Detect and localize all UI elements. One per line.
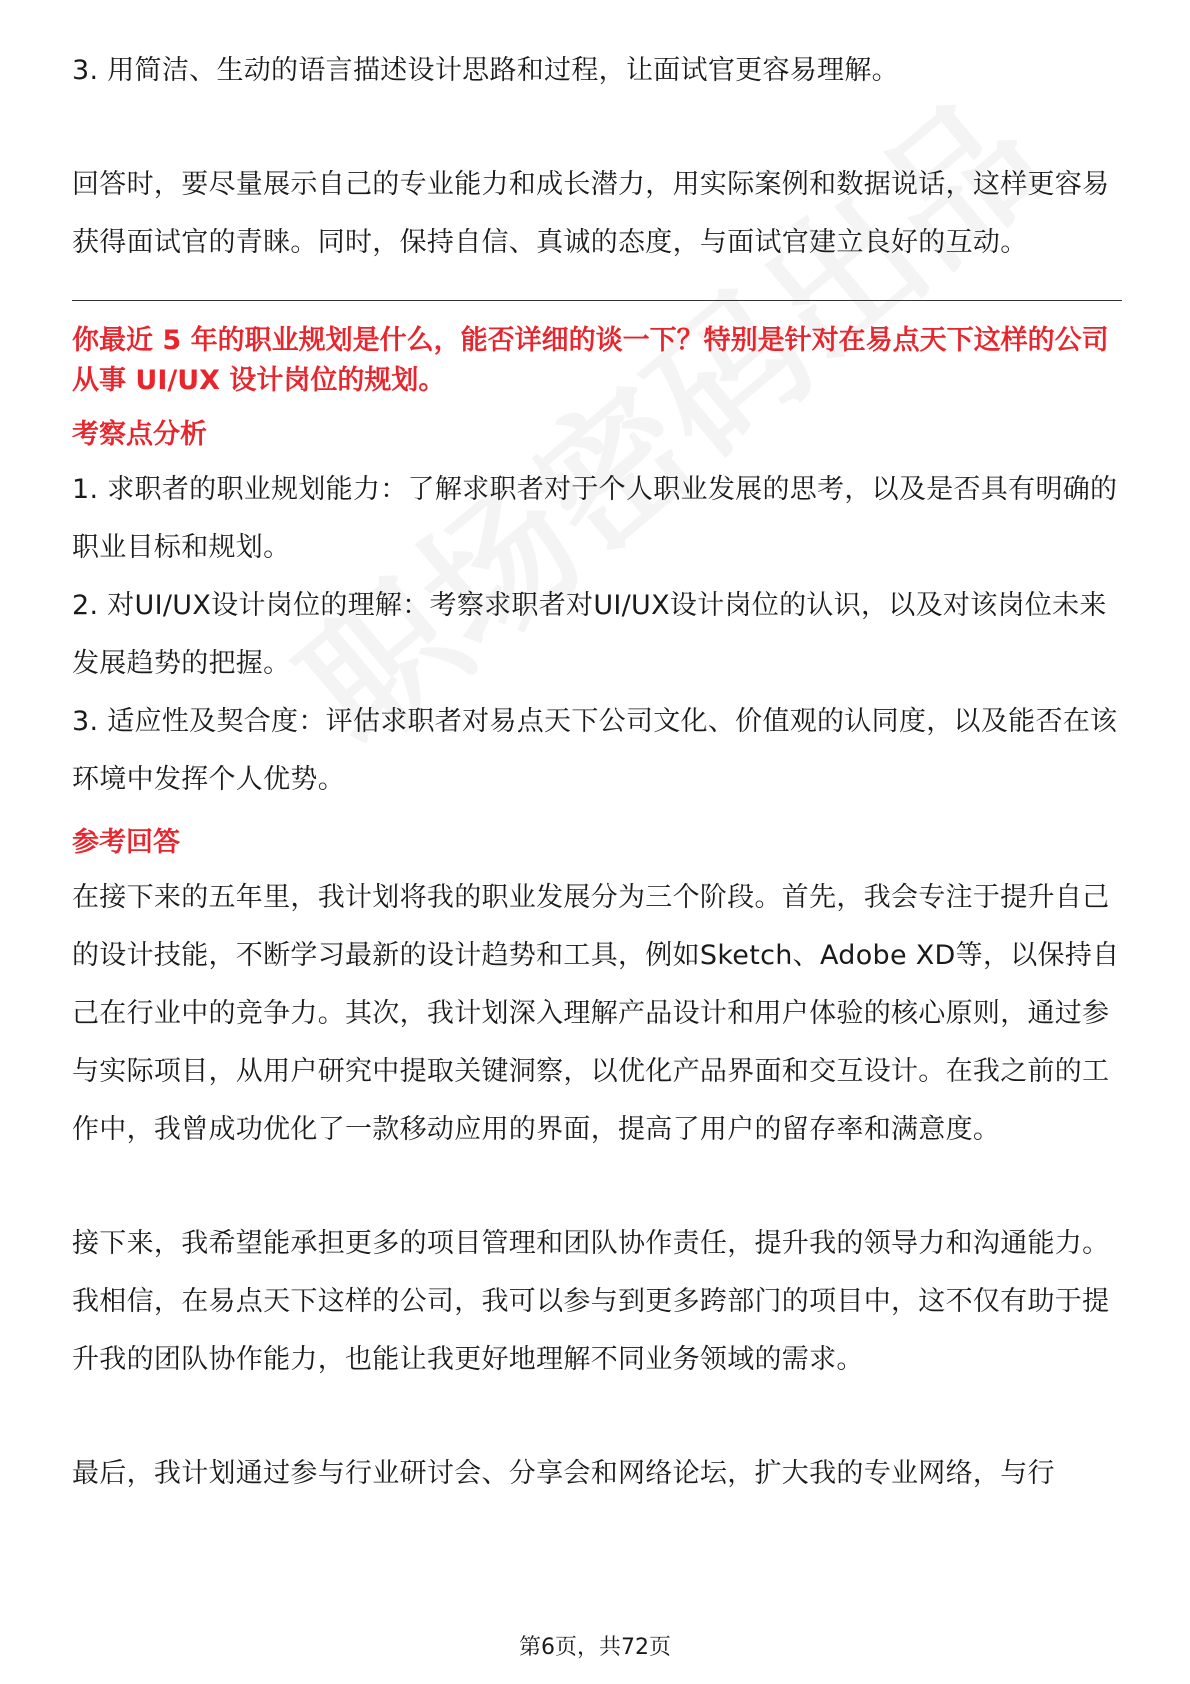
page-content — [72, 42, 1122, 1503]
section-divider — [72, 300, 1122, 301]
answer-paragraph: 最后，我计划通过参与行业研讨会、分享会和网络论坛，扩大我的专业网络，与行 — [72, 1458, 1055, 1489]
page-number-footer: 第6页，共72页 — [519, 1635, 671, 1660]
analysis-item: 2. 对UI/UX设计岗位的理解：考察求职者对UI/UX设计岗位的认识，以及对该岗位未来发展趋势的把握。 — [72, 590, 1107, 679]
analysis-heading: 考察点分析 — [72, 419, 207, 450]
body-paragraph: 3. 用简洁、生动的语言描述设计思路和过程，让面试官更容易理解。 — [72, 55, 899, 86]
analysis-item: 1. 求职者的职业规划能力：了解求职者对于个人职业发展的思考，以及是否具有明确的职业目标和规划。 — [72, 474, 1118, 563]
question-title: 你最近 5 年的职业规划是什么，能否详细的谈一下？特别是针对在易点天下这样的公司从事 UI/UX 设计岗位的规划。 — [72, 325, 1109, 396]
answer-paragraph: 在接下来的五年里，我计划将我的职业发展分为三个阶段。首先，我会专注于提升自己的设计技能，不断学习最新的设计趋势和工具，例如Sketch、Adobe XD等，以保持自己在行业中的竞争力。其次，我计划深入理解产品设计和用户体验的核心原则，通过参与实际项目，从用户研究中提取关键洞察，以优化产品界面和交互设计。在我之前的工作中，我曾成功优化了一款移动应用的界面，提高了用户的留存率和满意度。 — [72, 882, 1120, 1145]
answer-heading: 参考回答 — [72, 827, 180, 858]
body-paragraph: 回答时，要尽量展示自己的专业能力和成长潜力，用实际案例和数据说话，这样更容易获得面试官的青睐。同时，保持自信、真诚的态度，与面试官建立良好的互动。 — [72, 169, 1110, 258]
analysis-item: 3. 适应性及契合度：评估求职者对易点天下公司文化、价值观的认同度，以及能否在该环境中发挥个人优势。 — [72, 706, 1118, 795]
answer-paragraph: 接下来，我希望能承担更多的项目管理和团队协作责任，提升我的领导力和沟通能力。我相信，在易点天下这样的公司，我可以参与到更多跨部门的项目中，这不仅有助于提升我的团队协作能力，也能让我更好地理解不同业务领域的需求。 — [72, 1228, 1110, 1375]
